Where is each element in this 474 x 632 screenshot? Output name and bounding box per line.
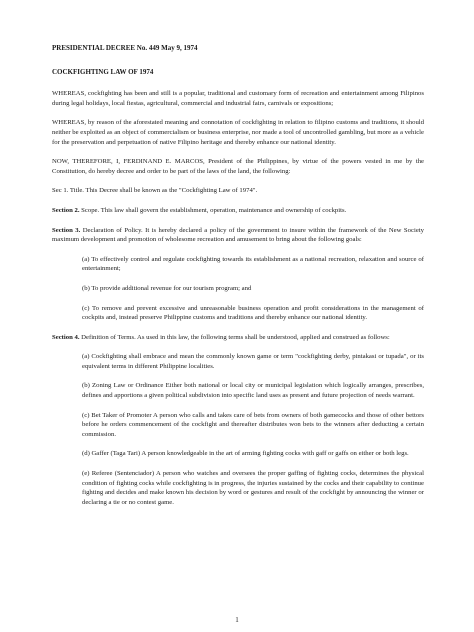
decree-title: PRESIDENTIAL DECREE No. 449 May 9, 1974 (52, 44, 198, 52)
goal-c: (c) To remove and prevent excessive and unreasonable business operation and profit considerations in the management of cockpits and, instead preserve Philippine customs and traditions and thereby enhance our national identity. (82, 304, 424, 322)
section-4-label: Section 4. (52, 333, 80, 341)
goal-a: (a) To effectively control and regulate cockfighting towards its establishment as a national recreation, relaxation and source of entertainment; (82, 255, 424, 273)
definition-d: (d) Gaffer (Taga Tari) A person knowledgeable in the art of arming fighting cocks with gaff or gaffs on either or both legs. (82, 450, 409, 458)
law-title: COCKFIGHTING LAW OF 1974 (52, 67, 154, 76)
section-3-text: Declaration of Policy. It is hereby declared a policy of the government to insure within the framework of the New Society maximum development and promotion of wholesome recreation and amusement to bring about the following goals: (52, 226, 424, 244)
section-3 (52, 226, 424, 245)
section-2-text: Scope. This law shall govern the establishment, operation, maintenance and ownership of cockpits. (79, 206, 347, 214)
section-4-text: Definition of Terms. As used in this law, the following terms shall be understood, applied and construed as follows: (79, 333, 390, 341)
page-number: 1 (235, 616, 239, 624)
section-2 (52, 206, 424, 216)
whereas-paragraph-1: WHEREAS, cockfighting has been and still is a popular, traditional and customary form of recreation and entertainment among Filipinos during legal holidays, local fiestas, agricultural, commercial and industrial fairs, carnivals or expositions; (52, 90, 424, 107)
whereas-paragraph-2: WHEREAS, by reason of the aforestated meaning and connotation of cockfighting in relation to filipino customs and traditions, it should neither be exploited as an object of commercialism or business enterprise, nor made a tool of uncontrolled gambling, but more as a vehicle for the preservation and perpetuation of native Filipino heritage and thereby enhance our national identity. (52, 119, 424, 146)
now-therefore-paragraph: NOW, THEREFORE, I, FERDINAND E. MARCOS, President of the Philippines, by virtue of the powers vested in me by the Constitution, do hereby decree and order to be part of the laws of the land, the following: (52, 158, 424, 175)
section-4 (52, 333, 424, 343)
section-2-label: Section 2. (52, 206, 80, 214)
definition-b: (b) Zoning Law or Ordinance Either both national or local city or municipal legislation which logically arranges, prescribes, defines and apportions a given political subdivision into specific land uses as present and future projection of needs warrant. (82, 382, 424, 400)
section-1: Sec 1. Title. This Decree shall be known as the "Cockfighting Law of 1974". (52, 187, 258, 195)
definition-c: (c) Bet Taker of Promoter A person who calls and takes care of bets from owners of both gamecocks and those of other bettors before he orders commencement of the cockfight and thereafter distributes won bets to the winners after deducting a certain commission. (82, 411, 424, 438)
section-3-label: Section 3. (52, 226, 81, 234)
document-page (52, 44, 424, 507)
definition-e: (e) Referee (Sentenciador) A person who watches and oversees the proper gaffing of fighting cocks, determines the physical condition of fighting cocks while cockfighting is in progress, the injuries sustained by the cocks and their capability to continue fighting and decides and make known his decision by word or gestures and result of the cockfight by announcing the winner or declaring a tie or no contest game. (82, 470, 424, 506)
goal-b: (b) To provide additional revenue for our tourism program; and (82, 284, 252, 292)
definition-a: (a) Cockfighting shall embrace and mean the commonly known game or term "cockfighting derby, pintakasi or tupada", or its equivalent terms in different Philippine localities. (82, 353, 424, 370)
